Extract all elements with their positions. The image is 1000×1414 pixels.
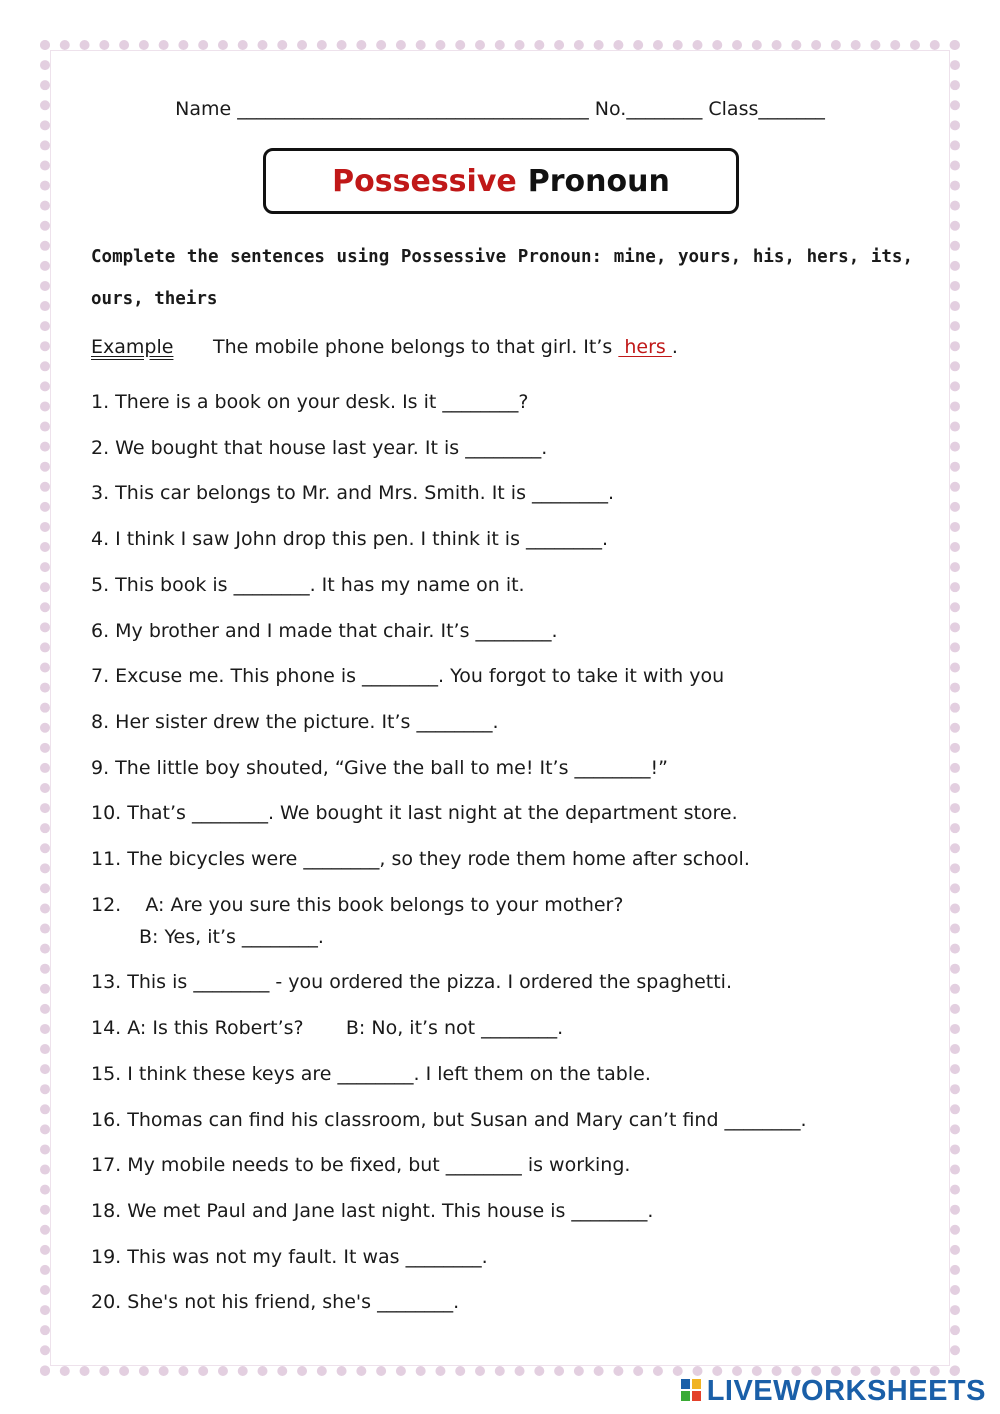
- name-label: Name: [175, 98, 232, 120]
- number-label: No.: [594, 98, 627, 120]
- example-label: Example: [91, 336, 174, 358]
- class-label: Class: [708, 98, 759, 120]
- liveworksheets-text: LIVEWORKSHEETS: [706, 1374, 986, 1407]
- title-pronoun: Pronoun: [527, 163, 670, 199]
- question-5[interactable]: 5. This book is ________. It has my name on it.: [91, 574, 525, 596]
- number-field[interactable]: ________: [626, 98, 703, 120]
- class-field[interactable]: _______: [758, 98, 825, 120]
- question-18[interactable]: 18. We met Paul and Jane last night. This house is ________.: [91, 1200, 654, 1222]
- question-8[interactable]: 8. Her sister drew the picture. It’s ________.: [91, 711, 499, 733]
- question-12b[interactable]: B: Yes, it’s ________.: [139, 926, 324, 948]
- question-7[interactable]: 7. Excuse me. This phone is ________. You forgot to take it with you: [91, 665, 725, 687]
- example-end: .: [671, 336, 678, 358]
- question-13[interactable]: 13. This is ________ - you ordered the pizza. I ordered the spaghetti.: [91, 971, 732, 993]
- question-1[interactable]: 1. There is a book on your desk. Is it ________?: [91, 391, 529, 413]
- question-16[interactable]: 16. Thomas can find his classroom, but Susan and Mary can’t find ________.: [91, 1109, 807, 1131]
- example-row: [91, 336, 678, 358]
- question-3[interactable]: 3. This car belongs to Mr. and Mrs. Smith. It is ________.: [91, 482, 615, 504]
- question-4[interactable]: 4. I think I saw John drop this pen. I think it is ________.: [91, 528, 609, 550]
- question-15[interactable]: 15. I think these keys are ________. I left them on the table.: [91, 1063, 651, 1085]
- question-9[interactable]: 9. The little boy shouted, “Give the ball to me! It’s ________!”: [91, 757, 668, 779]
- question-17[interactable]: 17. My mobile needs to be fixed, but ________ is working.: [91, 1154, 631, 1176]
- title-possessive: Possessive: [332, 163, 517, 199]
- question-20[interactable]: 20. She's not his friend, she's ________.: [91, 1291, 460, 1313]
- student-info-line: [0, 98, 1000, 120]
- instructions: Complete the sentences using Possessive Pronoun: mine, yours, his, hers, its, ours, theirs: [91, 247, 913, 309]
- example-answer: hers: [618, 336, 672, 358]
- question-11[interactable]: 11. The bicycles were ________, so they rode them home after school.: [91, 848, 750, 870]
- question-6[interactable]: 6. My brother and I made that chair. It’s ________.: [91, 620, 558, 642]
- question-2[interactable]: 2. We bought that house last year. It is ________.: [91, 437, 548, 459]
- question-14[interactable]: 14. A: Is this Robert’s? B: No, it’s not ________.: [91, 1017, 564, 1039]
- question-12a[interactable]: 12. A: Are you sure this book belongs to your mother?: [91, 894, 624, 916]
- liveworksheets-logo: [681, 1373, 986, 1409]
- liveworksheets-icon: [681, 1379, 703, 1403]
- example-sentence: The mobile phone belongs to that girl. It’s: [213, 336, 619, 358]
- name-field[interactable]: _____________________________________: [237, 98, 589, 120]
- question-10[interactable]: 10. That’s ________. We bought it last night at the department store.: [91, 802, 738, 824]
- page-title: [263, 148, 739, 214]
- question-19[interactable]: 19. This was not my fault. It was ________.: [91, 1246, 488, 1268]
